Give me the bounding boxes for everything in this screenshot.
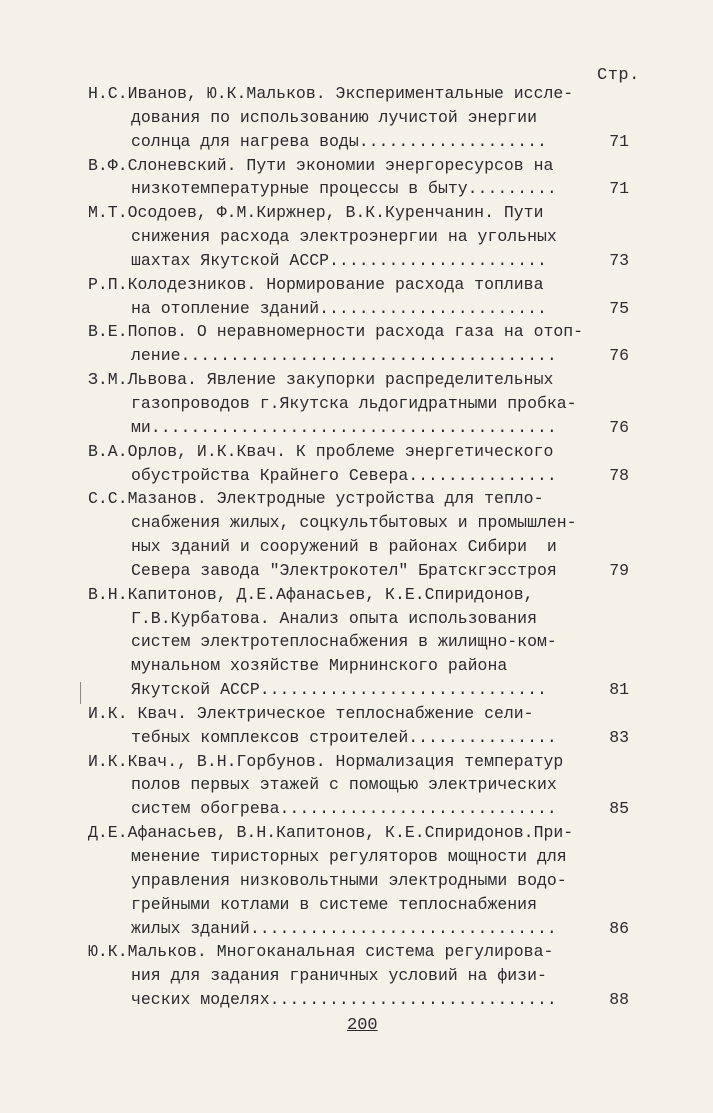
toc-entry-title-line: шахтах Якутской АССР...................... [131, 250, 547, 270]
toc-entry [0, 821, 713, 940]
toc-entry [0, 320, 713, 368]
toc-entry-title-line: на отопление зданий....................... [131, 298, 547, 318]
toc-entry-title-line: грейными котлами в системе теплоснабжения [131, 894, 537, 914]
toc-entry-authors-line: М.Т.Осодоев, Ф.М.Киржнер, В.К.Куренчанин. Пути [88, 203, 544, 223]
toc-entry-title-line: Якутской АССР............................. [131, 680, 547, 700]
toc-entry-authors-line: И.К.Квач., В.Н.Горбунов. Нормализация температур [88, 751, 564, 771]
toc-entry [0, 702, 713, 750]
toc-entry-title-line: обустройства Крайнего Севера............... [131, 465, 557, 485]
table-of-contents [0, 82, 713, 1012]
toc-entry-title-line: газопроводов г.Якутска льдогидратными пробка- [131, 393, 577, 413]
toc-entry-authors-line: З.М.Львова. Явление закупорки распределительных [88, 370, 554, 390]
toc-entry-page: 75 [609, 298, 629, 318]
toc-entry [0, 440, 713, 488]
toc-entry-authors-line: В.Е.Попов. О неравномерности расхода газа на отоп- [88, 322, 584, 342]
toc-entry-title-line: управления низковольтными электродными водо- [131, 870, 567, 890]
toc-entry-title-line: ление...................................... [131, 346, 557, 366]
pages-column-header: Стр. [597, 66, 640, 85]
toc-entry-page: 73 [609, 250, 629, 270]
toc-entry-authors-line: Д.Е.Афанасьев, В.Н.Капитонов, К.Е.Спиридонов.При- [88, 823, 574, 843]
toc-entry-page: 81 [609, 680, 629, 700]
toc-entry [0, 750, 713, 822]
toc-entry [0, 940, 713, 1012]
toc-entry-authors-line: И.К. Квач. Электрическое теплоснабжение сели- [88, 703, 534, 723]
toc-entry-authors-line: В.А.Орлов, И.К.Квач. К проблеме энергетического [88, 441, 554, 461]
toc-entry-authors-line: Ю.К.Мальков. Многоканальная система регулирова- [88, 942, 554, 962]
toc-entry-title-line: ми......................................... [131, 417, 557, 437]
toc-entry-title-line: Г.В.Курбатова. Анализ опыта использования [131, 608, 537, 628]
toc-entry-page: 78 [609, 465, 629, 485]
toc-entry-title-line: тебных комплексов строителей............... [131, 727, 557, 747]
toc-entry-title-line: ния для задания граничных условий на физи- [131, 966, 547, 986]
toc-entry-title-line: систем электротеплоснабжения в жилищно-ком- [131, 632, 557, 652]
toc-entry-title-line: низкотемпературные процессы в быту......... [131, 179, 557, 199]
toc-entry-authors-line: В.Н.Капитонов, Д.Е.Афанасьев, К.Е.Спиридонов, [88, 584, 534, 604]
toc-entry-title-line: снабжения жилых, соцкультбытовых и промышлен- [131, 513, 577, 533]
toc-entry [0, 201, 713, 273]
toc-entry-title-line: менение тиристорных регуляторов мощности для [131, 847, 567, 866]
toc-entry-page: 85 [609, 799, 629, 819]
toc-entry [0, 273, 713, 321]
toc-entry [0, 583, 713, 702]
toc-entry-page: 86 [609, 918, 629, 938]
toc-entry-page: 88 [609, 990, 629, 1010]
page-number: 200 [347, 1016, 378, 1035]
toc-entry-title-line: полов первых этажей с помощью электрических [131, 775, 557, 795]
toc-entry-authors-line: Н.С.Иванов, Ю.К.Мальков. Экспериментальные иссле- [88, 84, 574, 103]
toc-entry-title-line: систем обогрева............................ [131, 799, 557, 819]
toc-entry-title-line: ческих моделях............................. [131, 990, 557, 1010]
toc-entry-page: 71 [609, 131, 629, 151]
toc-entry-page: 76 [609, 346, 629, 366]
toc-entry [0, 154, 713, 202]
toc-entry-title-line: дования по использованию лучистой энергии [131, 107, 537, 127]
toc-entry-title-line: ных зданий и сооружений в районах Сибири и [131, 537, 557, 557]
toc-entry-title-line: мунальном хозяйстве Мирнинского района [131, 656, 508, 676]
toc-entry-page: 83 [609, 727, 629, 747]
toc-entry-title-line: снижения расхода электроэнергии на угольных [131, 227, 557, 247]
toc-entry-page: 76 [609, 417, 629, 437]
toc-entry-title-line: жилых зданий............................... [131, 918, 557, 938]
toc-entry-page: 79 [609, 560, 629, 580]
toc-entry-authors-line: Р.П.Колодезников. Нормирование расхода топлива [88, 274, 544, 294]
toc-entry [0, 487, 713, 582]
toc-entry-title-line: Севера завода "Электрокотел" Братскгэсстроя [131, 560, 557, 580]
toc-entry-authors-line: В.Ф.Слоневский. Пути экономии энергоресурсов на [88, 155, 554, 175]
toc-entry-authors-line: С.С.Мазанов. Электродные устройства для тепло- [88, 489, 544, 509]
toc-entry [0, 368, 713, 440]
toc-entry-page: 71 [609, 179, 629, 199]
toc-entry-title-line: солнца для нагрева воды................... [131, 131, 547, 151]
toc-entry [0, 82, 713, 154]
margin-mark [80, 682, 81, 704]
